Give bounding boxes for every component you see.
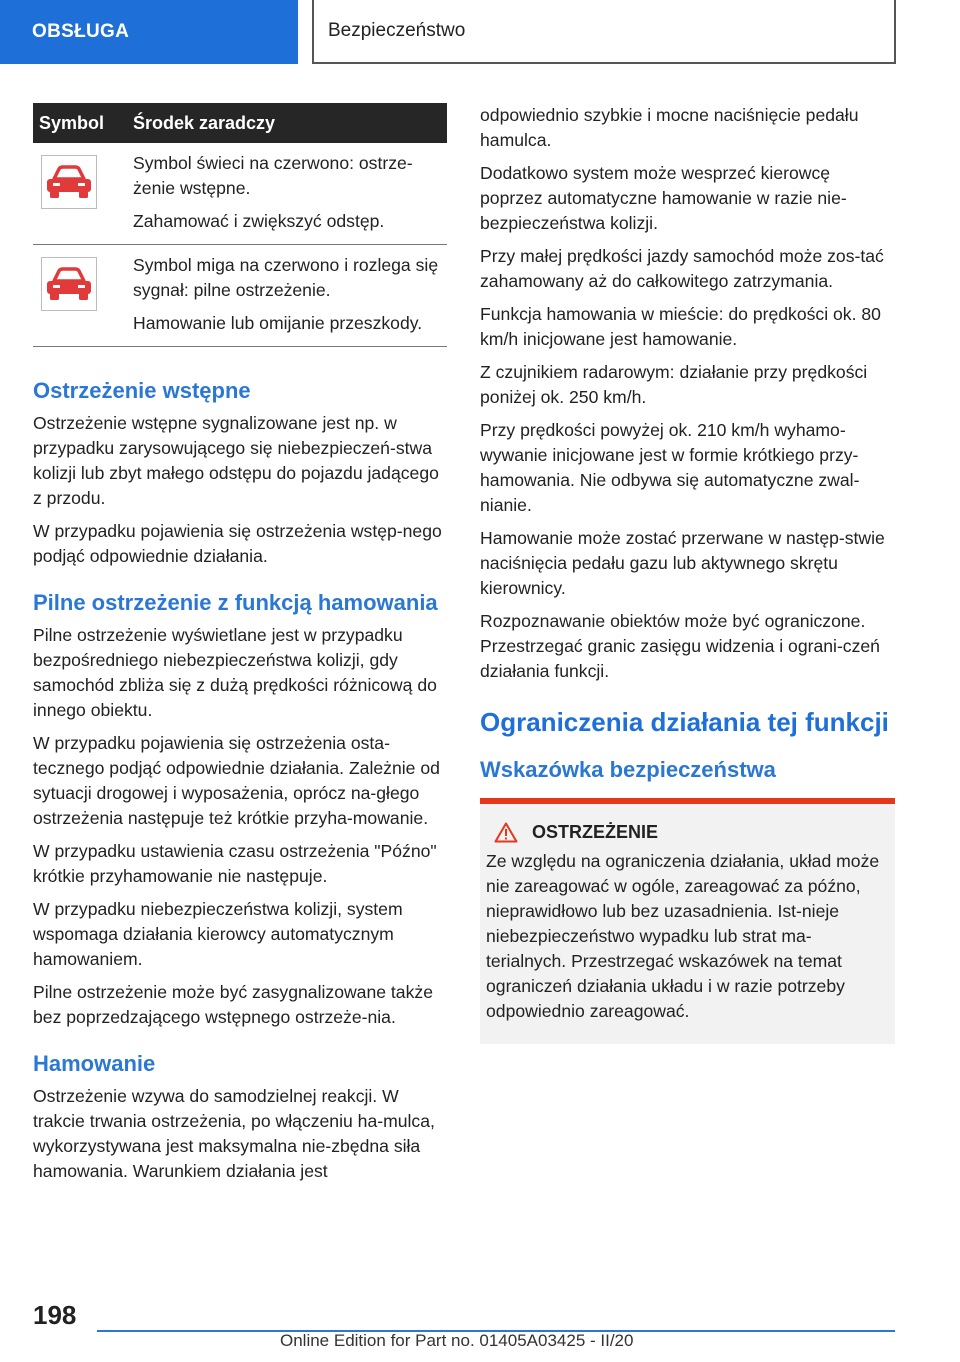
car-warning-icon (41, 257, 97, 311)
table-cell-action (127, 245, 447, 347)
footer-edition: Online Edition for Part no. 01405A03425 - II/20 (280, 1331, 634, 1350)
paragraph: W przypadku pojawienia się ostrzeżenia wstęp-nego podjąć odpowiednie działania. (33, 521, 442, 566)
paragraph: Funkcja hamowania w mieście: do prędkości ok. 80 km/h inicjowane jest hamowanie. (480, 304, 881, 349)
section-title: OBSŁUGA (32, 21, 130, 42)
paragraph: Dodatkowo system może wesprzeć kierowcę poprzez automatyczne hamowanie w razie nie-bezpieczeństwa kolizji. (480, 163, 847, 233)
warning-box (480, 798, 895, 1044)
table-cell-symbol (33, 143, 127, 245)
paragraph: odpowiednio szybkie i mocne naciśnięcie pedału hamulca. (480, 105, 859, 150)
warning-triangle-icon (494, 822, 518, 843)
table-header-action: Środek zaradczy (127, 103, 447, 143)
paragraph: Pilne ostrzeżenie może być zasygnalizowane także bez poprzedzającego wstępnego ostrzeże-nia. (33, 982, 433, 1027)
paragraph: Przy prędkości powyżej ok. 210 km/h wyhamo-wywanie inicjowane jest w formie krótkiego przy-hamowania. Nie odbywa się automatyczne zwal-nianie. (480, 420, 860, 515)
symbol-table (33, 103, 447, 347)
table-header-symbol: Symbol (33, 103, 127, 143)
chapter-title: Bezpieczeństwo (328, 20, 466, 41)
table-cell-action (127, 143, 447, 245)
warning-header (486, 820, 887, 845)
section-heading: Pilne ostrzeżenie z funkcją hamowania (33, 590, 438, 615)
left-column (33, 103, 447, 1192)
chapter-heading: Ograniczenia działania tej funkcji (480, 707, 889, 737)
paragraph: Rozpoznawanie obiektów może być ograniczone. Przestrzegać granic zasięgu widzenia i ograni-czeń działania funkcji. (480, 611, 880, 681)
paragraph: Ostrzeżenie wzywa do samodzielnej reakcji. W trakcie trwania ostrzeżenia, po włączeniu ha-mulca, wykorzystywana jest maksymalna nie-zbędna siła hamowania. Warunkiem działania jest (33, 1086, 435, 1181)
paragraph: W przypadku pojawienia się ostrzeżenia osta-tecznego podjąć odpowiednie działania. Zależnie od sytuacji drogowej i wyposażenia, oprócz na-głego ostrzeżenia następuje też krótkie przyha-mowanie. (33, 733, 440, 828)
section-heading: Ostrzeżenie wstępne (33, 378, 251, 403)
paragraph: Przy małej prędkości jazdy samochód może zos-tać zahamowany aż do całkowitego zatrzymania. (480, 246, 884, 291)
section-tab (0, 0, 298, 64)
table-row (33, 245, 447, 347)
table-text: Zahamować i zwiększyć odstęp. (133, 211, 385, 231)
warning-text: Ze względu na ograniczenia działania, układ może nie zareagować w ogóle, zareagować za późno, nieprawidłowo lub bez uzasadnienia. Ist-nieje niebezpieczeństwo wypadku lub strat ma-terialnych. Przestrzegać wskazówek na temat ograniczeń działania układu i w razie potrzeby odpowiednio zareagować. (486, 851, 880, 1021)
chapter-tab (312, 0, 896, 64)
table-text: Symbol świeci na czerwono: ostrze-żenie wstępne. (133, 153, 413, 198)
warning-title: OSTRZEŻENIE (532, 822, 659, 842)
table-text: Hamowanie lub omijanie przeszkody. (133, 313, 423, 333)
paragraph: Pilne ostrzeżenie wyświetlane jest w przypadku bezpośredniego niebezpieczeństwa kolizji, gdy samochód zbliża się z dużą prędkości różnicową do innego obiektu. (33, 625, 437, 720)
page-number: 198 (33, 1300, 77, 1330)
table-header-row (33, 103, 447, 143)
paragraph: W przypadku ustawienia czasu ostrzeżenia "Późno" krótkie przyhamowanie nie następuje. (33, 841, 437, 886)
right-column (480, 103, 895, 1044)
car-warning-icon (41, 155, 97, 209)
table-row (33, 143, 447, 245)
paragraph: Hamowanie może zostać przerwane w następ-stwie naciśnięcia pedału gazu lub aktywnego skrętu kierownicy. (480, 528, 885, 598)
table-text: Symbol miga na czerwono i rozlega się sygnał: pilne ostrzeżenie. (133, 255, 439, 300)
paragraph: W przypadku niebezpieczeństwa kolizji, system wspomaga działania kierowcy automatycznym hamowaniem. (33, 899, 403, 969)
section-heading: Hamowanie (33, 1051, 156, 1076)
paragraph: Ostrzeżenie wstępne sygnalizowane jest np. w przypadku zarysowującego się niebezpieczeń-stwa kolizji lub zbyt małego odstępu do pojazdu jadącego z przodu. (33, 413, 439, 508)
paragraph: Z czujnikiem radarowym: działanie przy prędkości poniżej ok. 250 km/h. (480, 362, 868, 407)
section-heading: Wskazówka bezpieczeństwa (480, 757, 776, 782)
table-cell-symbol (33, 245, 127, 347)
